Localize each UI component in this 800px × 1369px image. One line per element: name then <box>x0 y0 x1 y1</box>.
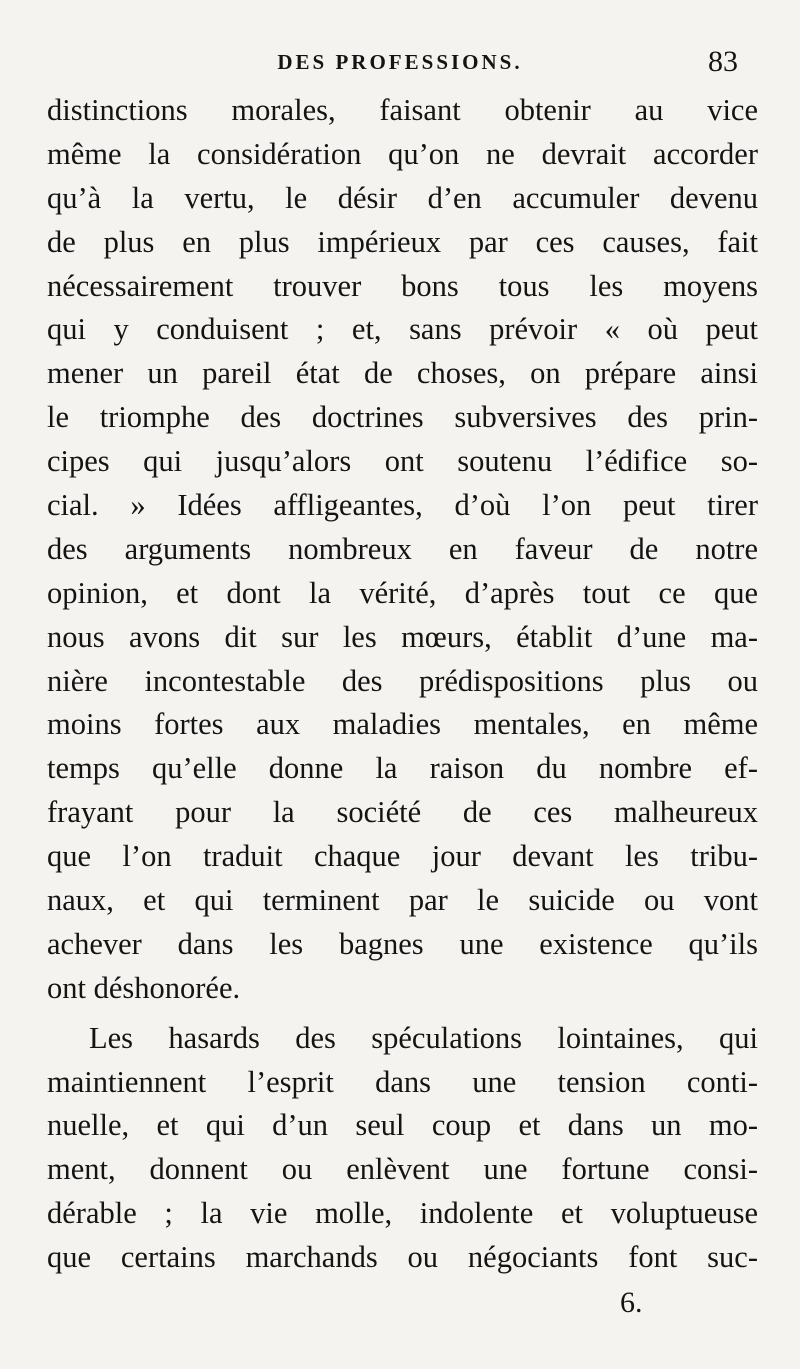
page-header <box>0 38 800 86</box>
paragraph-1 <box>47 89 758 1011</box>
text-line: moins fortes aux maladies mentales, en même <box>47 707 758 742</box>
text-line: qui y conduisent ; et, sans prévoir « où peut <box>47 312 758 347</box>
text-line: ont déshonorée. <box>47 970 241 1005</box>
text-line: temps qu’elle donne la raison du nombre ef- <box>47 751 758 786</box>
text-line: nous avons dit sur les mœurs, établit d’une ma- <box>47 619 758 654</box>
paragraph-2 <box>47 1017 758 1280</box>
text-line: que certains marchands ou négociants font suc- <box>47 1240 758 1275</box>
text-line: naux, et qui terminent par le suicide ou vont <box>47 883 758 918</box>
signature-mark: 6. <box>620 1286 643 1319</box>
text-line: de plus en plus impérieux par ces causes, fait <box>47 224 758 259</box>
text-line: dérable ; la vie molle, indolente et voluptueuse <box>47 1196 758 1231</box>
text-line: nuelle, et qui d’un seul coup et dans un mo- <box>47 1108 758 1143</box>
text-line: cial. » Idées affligeantes, d’où l’on peut tirer <box>47 488 758 523</box>
running-head: DES PROFESSIONS. <box>277 50 523 74</box>
body-text <box>47 89 758 1280</box>
text-line: distinctions morales, faisant obtenir au vice <box>47 93 758 127</box>
text-line: qu’à la vertu, le désir d’en accumuler devenu <box>47 180 758 215</box>
text-line: achever dans les bagnes une existence qu’ils <box>47 926 758 961</box>
text-line: mener un pareil état de choses, on prépare ainsi <box>47 356 758 391</box>
text-line: même la considération qu’on ne devrait accorder <box>47 136 758 171</box>
text-line: ment, donnent ou enlèvent une fortune consi- <box>47 1152 758 1187</box>
text-line: Les hasards des spéculations lointaines, qui <box>89 1020 758 1055</box>
text-line: des arguments nombreux en faveur de notre <box>47 531 758 566</box>
text-line: que l’on traduit chaque jour devant les tribu- <box>47 839 758 874</box>
text-line: frayant pour la société de ces malheureux <box>47 795 758 830</box>
text-line: cipes qui jusqu’alors ont soutenu l’édifice so- <box>47 444 758 479</box>
page-number: 83 <box>708 45 738 78</box>
text-line: nécessairement trouver bons tous les moyens <box>47 268 758 303</box>
text-line: nière incontestable des prédispositions plus ou <box>47 663 758 698</box>
text-line: opinion, et dont la vérité, d’après tout ce que <box>47 575 758 610</box>
text-line: maintiennent l’esprit dans une tension conti- <box>47 1064 758 1099</box>
text-line: le triomphe des doctrines subversives des prin- <box>47 400 758 435</box>
